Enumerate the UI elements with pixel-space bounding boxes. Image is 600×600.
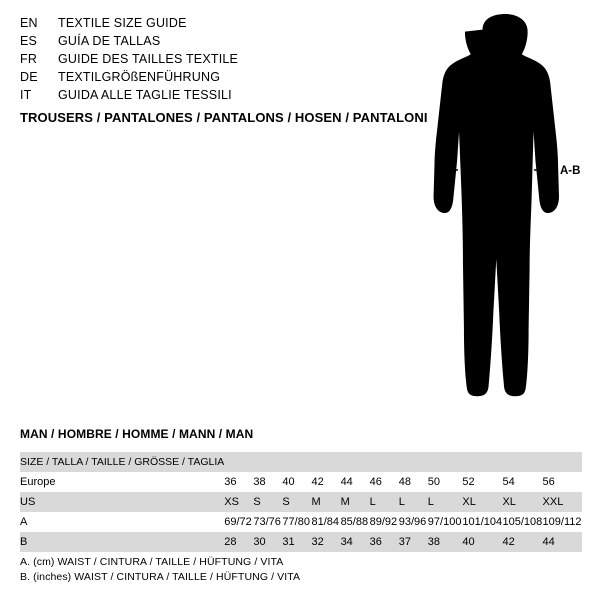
cell: 34 bbox=[340, 536, 353, 548]
cell: 38 bbox=[253, 476, 266, 488]
language-title: TEXTILGRÖßENFÜHRUNG bbox=[58, 70, 221, 84]
cell: M bbox=[340, 496, 350, 508]
cell: 50 bbox=[427, 476, 441, 488]
cell: 48 bbox=[398, 476, 411, 488]
cell: 105/108 bbox=[502, 516, 543, 528]
table-row bbox=[20, 532, 582, 552]
cell: 85/88 bbox=[340, 516, 369, 528]
footnote-a: A. (cm) WAIST / CINTURA / TAILLE / HÜFTUNG / VITA bbox=[20, 556, 284, 568]
row-label: SIZE / TALLA / TAILLE / GRÖSSE / TAGLIA bbox=[20, 456, 225, 468]
cell bbox=[428, 452, 463, 472]
cell: 42 bbox=[502, 536, 515, 548]
row-label: B bbox=[20, 536, 28, 548]
language-title: GUIDA ALLE TAGLIE TESSILI bbox=[58, 88, 232, 102]
cell: 40 bbox=[282, 476, 295, 488]
cell bbox=[253, 452, 282, 472]
language-code: DE bbox=[20, 70, 38, 84]
cell: XL bbox=[462, 496, 476, 508]
language-row bbox=[20, 32, 360, 50]
cell: 46 bbox=[369, 476, 382, 488]
language-title: TEXTILE SIZE GUIDE bbox=[58, 16, 187, 30]
cell: 97/100 bbox=[427, 516, 462, 528]
language-row bbox=[20, 50, 360, 68]
cell: 37 bbox=[398, 536, 411, 548]
cell: 38 bbox=[427, 536, 441, 548]
language-code: EN bbox=[20, 16, 38, 30]
cell: 30 bbox=[253, 536, 266, 548]
cell: 69/72 bbox=[224, 516, 252, 528]
language-code: FR bbox=[20, 52, 38, 66]
cell: 44 bbox=[340, 476, 353, 488]
cell bbox=[282, 452, 311, 472]
cell bbox=[462, 452, 502, 472]
language-header-block bbox=[20, 14, 360, 104]
language-row bbox=[20, 86, 360, 104]
cell: 42 bbox=[311, 476, 324, 488]
footnote-b: B. (inches) WAIST / CINTURA / TAILLE / HÜFTUNG / VITA bbox=[20, 571, 301, 583]
cell bbox=[224, 452, 253, 472]
cell: 54 bbox=[502, 476, 515, 488]
cell: L bbox=[427, 496, 434, 508]
language-row bbox=[20, 68, 360, 86]
language-code: IT bbox=[20, 88, 32, 102]
cell: 93/96 bbox=[398, 516, 427, 528]
cell bbox=[543, 452, 582, 472]
cell: S bbox=[282, 496, 290, 508]
cell: 73/76 bbox=[253, 516, 281, 528]
cell: 77/80 bbox=[282, 516, 310, 528]
language-code: ES bbox=[20, 34, 38, 48]
cell bbox=[311, 452, 340, 472]
cell: 81/84 bbox=[311, 516, 340, 528]
language-title: GUIDE DES TAILLES TEXTILE bbox=[58, 52, 239, 66]
cell bbox=[399, 452, 428, 472]
table-row bbox=[20, 492, 582, 512]
cell bbox=[502, 452, 542, 472]
table-title: MAN / HOMBRE / HOMME / MANN / MAN bbox=[20, 427, 254, 441]
cell: 36 bbox=[224, 476, 237, 488]
language-row bbox=[20, 14, 360, 32]
table-row bbox=[20, 472, 582, 492]
body-figure bbox=[400, 10, 590, 410]
cell: 36 bbox=[369, 536, 382, 548]
row-label: A bbox=[20, 516, 28, 528]
cell: 44 bbox=[542, 536, 555, 548]
cell: L bbox=[398, 496, 405, 508]
footnotes bbox=[20, 555, 300, 585]
cell: 109/112 bbox=[542, 516, 582, 528]
cell: 31 bbox=[282, 536, 295, 548]
language-title: GUÍA DE TALLAS bbox=[58, 34, 161, 48]
cell: XL bbox=[502, 496, 516, 508]
cell: L bbox=[369, 496, 376, 508]
table-row bbox=[20, 512, 582, 532]
male-silhouette-icon bbox=[400, 10, 590, 410]
size-table bbox=[20, 452, 582, 552]
cell: 89/92 bbox=[369, 516, 398, 528]
cell: 40 bbox=[462, 536, 475, 548]
cell: 28 bbox=[224, 536, 237, 548]
cell bbox=[341, 452, 370, 472]
cell: 101/104 bbox=[462, 516, 503, 528]
cell bbox=[370, 452, 399, 472]
cell: 52 bbox=[462, 476, 475, 488]
row-label: Europe bbox=[20, 476, 56, 488]
cell: S bbox=[253, 496, 261, 508]
table-row bbox=[20, 452, 582, 472]
cell: 56 bbox=[542, 476, 555, 488]
measure-label-ab: A-B bbox=[560, 165, 581, 177]
cell: XXL bbox=[542, 496, 564, 508]
cell: XS bbox=[224, 496, 239, 508]
row-label: US bbox=[20, 496, 36, 508]
cell: M bbox=[311, 496, 321, 508]
cell: 32 bbox=[311, 536, 324, 548]
section-title: TROUSERS / PANTALONES / PANTALONS / HOSEN / PANTALONI bbox=[20, 110, 428, 125]
